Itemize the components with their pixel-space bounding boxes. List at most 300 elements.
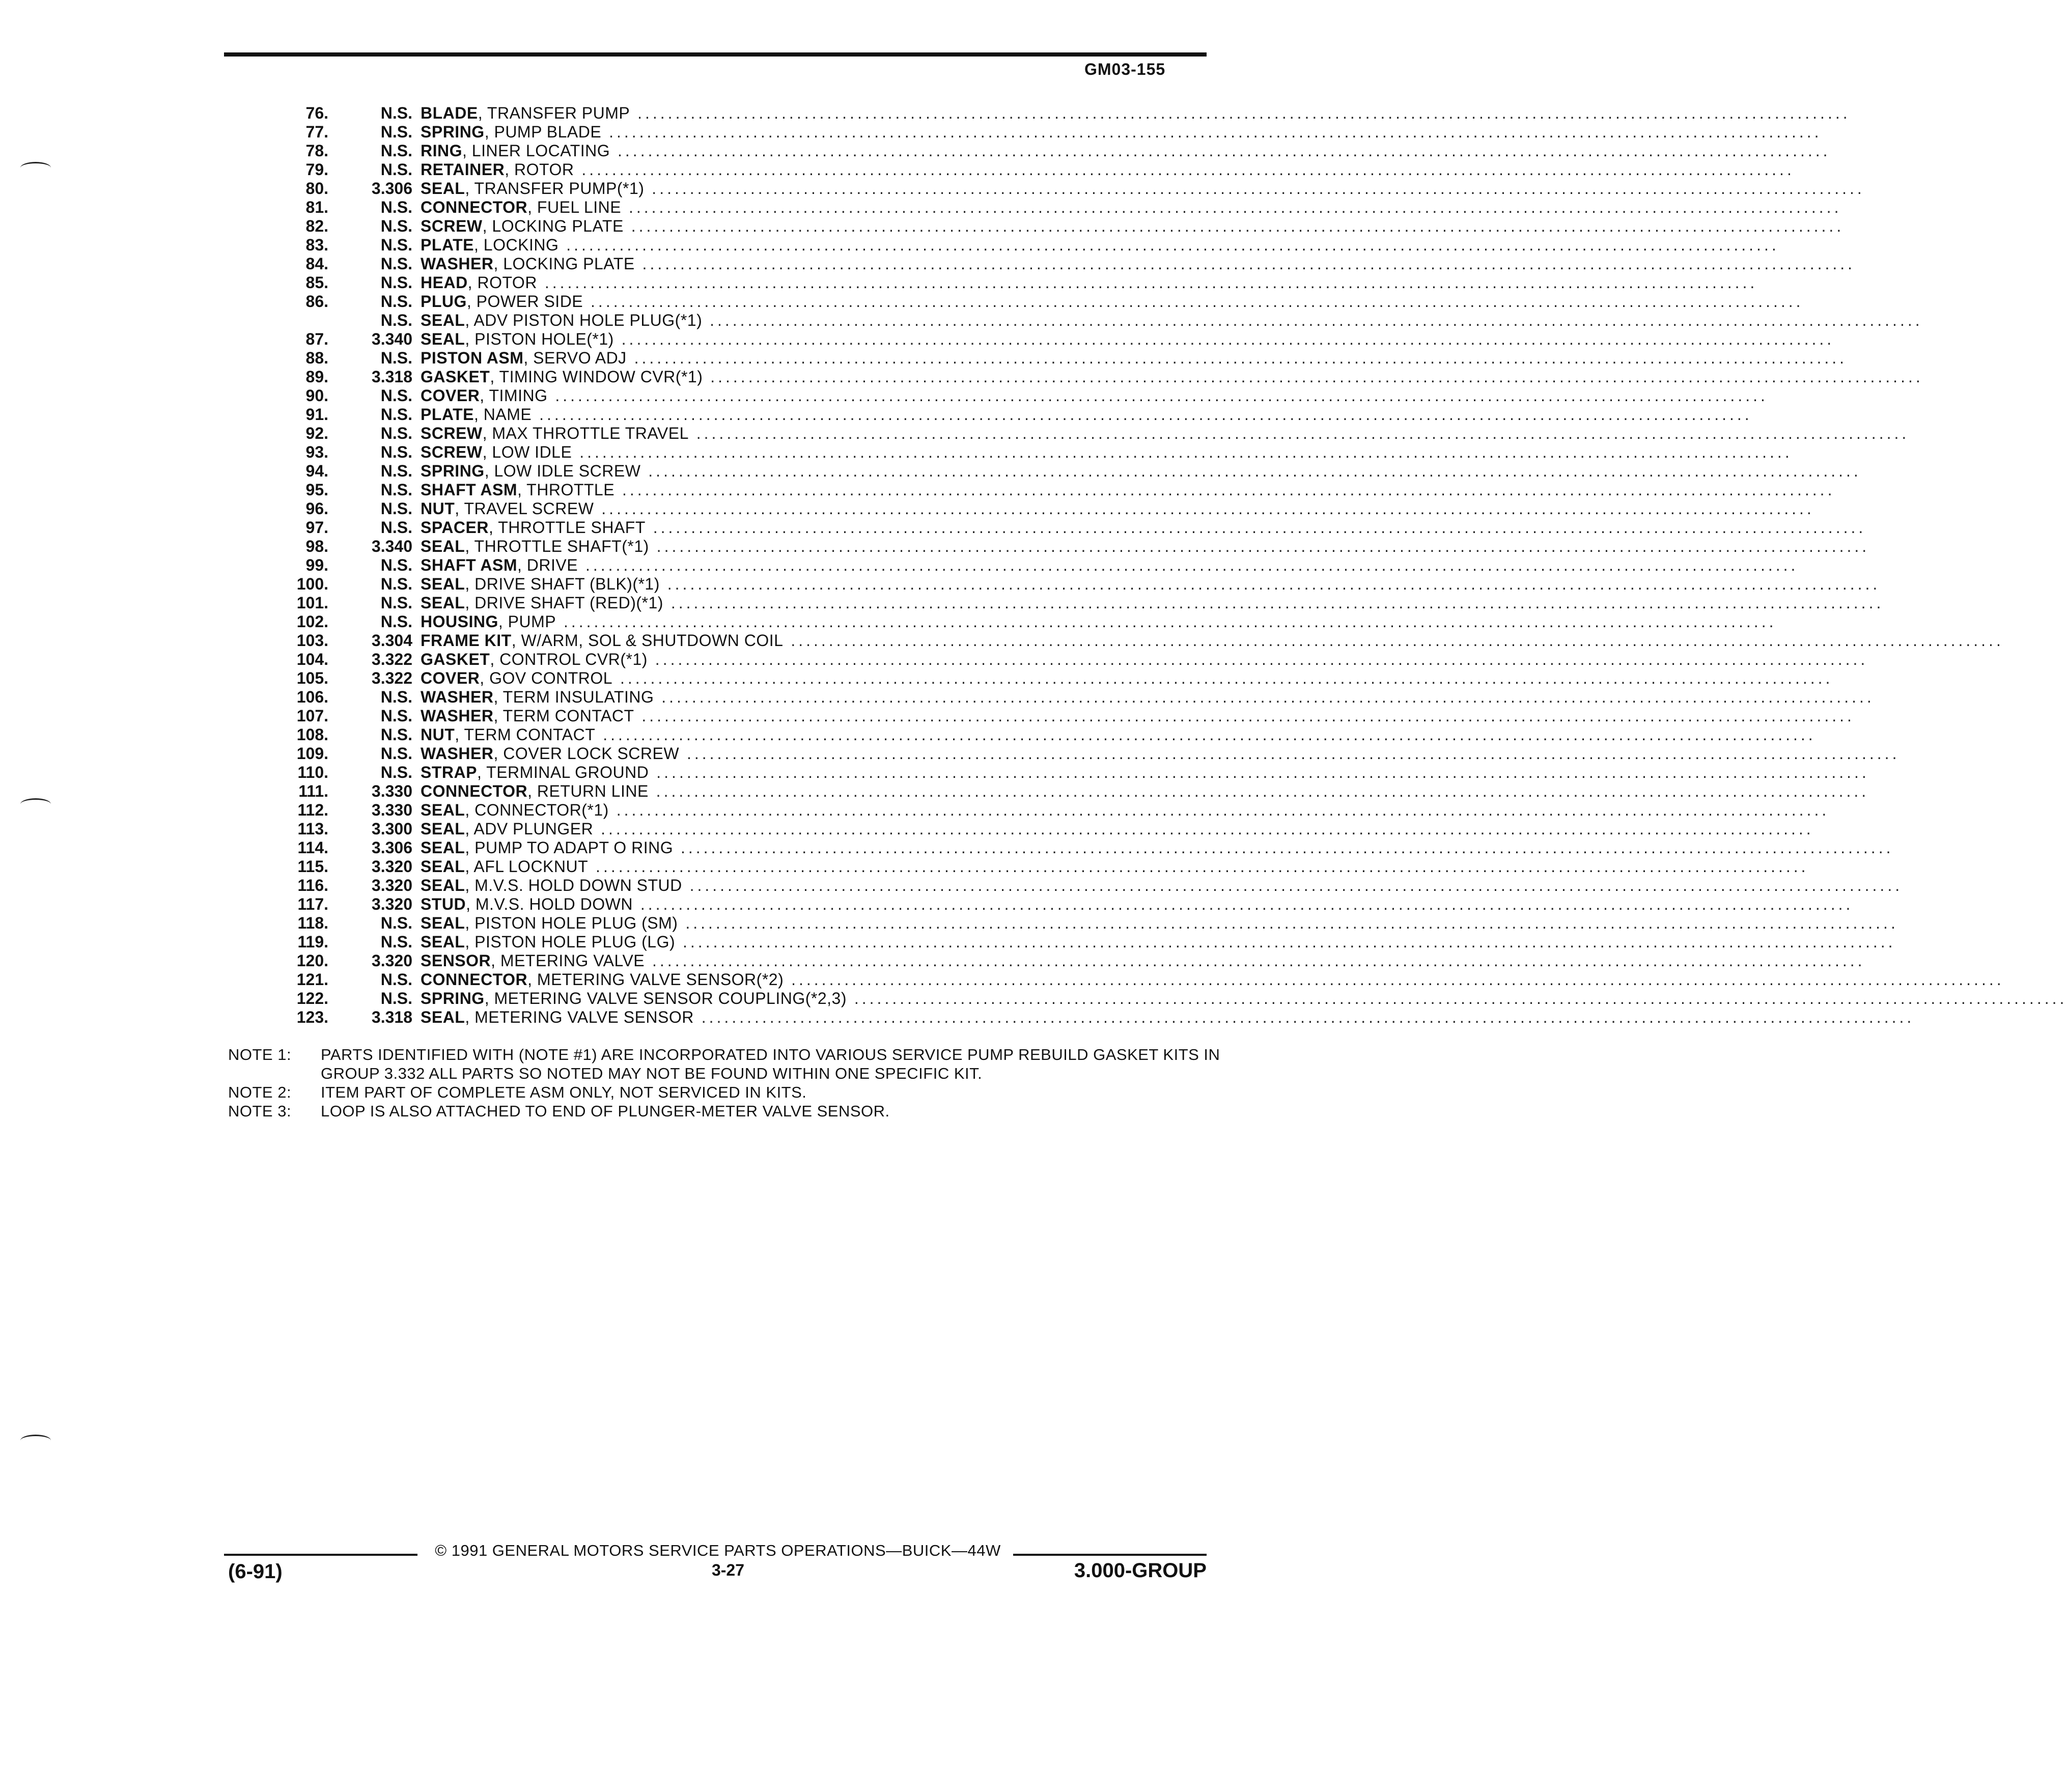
part-description [412, 217, 1844, 236]
item-number: 123. [296, 1008, 328, 1026]
part-row [234, 744, 1900, 763]
part-row [234, 386, 1768, 405]
part-name: SPRING [421, 462, 485, 480]
part-detail: , RETURN LINE [527, 782, 649, 800]
scan-mark [20, 798, 51, 810]
part-detail: , ROTOR [505, 160, 574, 179]
item-number: 111. [298, 782, 328, 800]
dot-leader: ................................................................................................................................................................ [679, 744, 1900, 763]
part-name: PLATE [421, 236, 474, 254]
part-description [412, 292, 1804, 311]
part-row [234, 405, 1752, 424]
part-detail: , PISTON HOLE PLUG (SM) [465, 914, 678, 932]
part-description [412, 594, 1884, 612]
part-name: BLADE [421, 104, 478, 122]
part-row [234, 198, 1842, 217]
part-row [234, 481, 1835, 499]
scan-mark [20, 162, 51, 174]
part-detail: , METERING VALVE [491, 951, 645, 970]
part-description [412, 744, 1900, 763]
item-number: 114. [297, 838, 328, 857]
item-number: 117. [297, 895, 328, 913]
group-number: N.S. [380, 914, 412, 932]
dot-leader: ................................................................................................................................................................ [583, 292, 1804, 311]
part-name: SPRING [421, 123, 485, 141]
group-label: 3.000-GROUP [1074, 1559, 1207, 1582]
item-number: 106. [296, 688, 328, 706]
dot-leader: ................................................................................................................................................................ [558, 236, 1779, 254]
part-row [234, 631, 2004, 650]
item-number: 87. [305, 330, 328, 348]
part-row [234, 801, 1830, 820]
part-description [412, 236, 1779, 255]
group-number: N.S. [380, 688, 412, 706]
dot-leader: ................................................................................................................................................................ [644, 179, 1865, 198]
part-row [234, 650, 1868, 669]
part-description [412, 556, 1798, 575]
group-number: N.S. [380, 104, 412, 122]
part-detail: , DRIVE [517, 556, 578, 574]
group-number: N.S. [380, 594, 412, 612]
dot-leader: ................................................................................................................................................................ [673, 838, 1894, 857]
part-detail: , ROTOR [467, 273, 537, 292]
part-description [412, 499, 1814, 518]
group-number: 3.320 [371, 951, 412, 970]
part-detail: , W/ARM, SOL & SHUTDOWN COIL [511, 631, 784, 650]
note-text: ITEM PART OF COMPLETE ASM ONLY, NOT SERVICED IN KITS. [321, 1083, 807, 1101]
part-detail: , MAX THROTTLE TRAVEL [482, 424, 689, 442]
item-number: 113. [297, 820, 328, 838]
item-number: 93. [305, 443, 328, 461]
dot-leader: ................................................................................................................................................................ [632, 895, 1854, 913]
note-label: NOTE 3: [228, 1102, 292, 1120]
document-id: GM03-155 [1084, 60, 1166, 78]
group-number: N.S. [380, 518, 412, 537]
group-number: N.S. [380, 349, 412, 367]
part-row [234, 669, 1833, 688]
part-detail: , PUMP TO ADAPT O RING [465, 838, 674, 857]
part-name: SCREW [421, 443, 483, 461]
item-number: 95. [305, 481, 328, 499]
part-name: SHAFT ASM [421, 481, 517, 499]
part-name: COVER [421, 386, 480, 405]
footer-rule-left [224, 1554, 417, 1556]
dot-leader: ................................................................................................................................................................ [682, 876, 1903, 894]
group-number: 3.330 [371, 782, 412, 800]
part-detail: , LOCKING PLATE [493, 255, 635, 273]
part-row [234, 160, 1795, 179]
dot-leader: ................................................................................................................................................................ [649, 763, 1869, 781]
part-name: SEAL [421, 820, 465, 838]
copyright-text: © 1991 GENERAL MOTORS SERVICE PARTS OPERATIONS—BUICK—44W [435, 1542, 1001, 1559]
item-number: 118. [297, 914, 328, 932]
dot-leader: ................................................................................................................................................................ [703, 368, 1923, 386]
part-detail: , COVER LOCK SCREW [493, 744, 680, 763]
part-name: SEAL [421, 311, 465, 329]
part-row [234, 330, 1835, 349]
top-rule [224, 52, 1207, 57]
part-name: RETAINER [421, 160, 505, 179]
revision-date: (6-91) [228, 1560, 283, 1583]
item-number: 86. [305, 292, 328, 311]
part-name: SENSOR [421, 951, 491, 970]
part-name: SCREW [421, 424, 483, 442]
part-detail: , CONNECTOR(*1) [465, 801, 609, 819]
dot-leader: ................................................................................................................................................................ [574, 160, 1795, 179]
note-text: PARTS IDENTIFIED WITH (NOTE #1) ARE INCORPORATED INTO VARIOUS SERVICE PUMP REBUILD GASKET KITS IN GROUP 3.332 ALL PARTS SO NOTED MAY NOT BE FOUND WITHIN ONE SPECIFIC KIT. [321, 1046, 1220, 1082]
part-name: CONNECTOR [421, 970, 528, 989]
part-name: PISTON ASM [421, 349, 524, 367]
part-description [412, 255, 1855, 273]
group-number: N.S. [380, 198, 412, 216]
group-number: N.S. [380, 142, 412, 160]
part-description [412, 518, 1866, 537]
item-number: 99. [305, 556, 328, 574]
dot-leader: ................................................................................................................................................................ [547, 386, 1768, 405]
part-name: SEAL [421, 179, 465, 198]
part-row [234, 217, 1845, 236]
part-name: COVER [421, 669, 480, 687]
part-row [234, 556, 1799, 575]
part-row [234, 537, 1870, 556]
part-description [412, 970, 2004, 989]
part-description [412, 820, 1814, 838]
group-number: 3.318 [371, 1008, 412, 1026]
item-number: 109. [296, 744, 328, 763]
part-description [412, 612, 1776, 631]
part-name: PLATE [421, 405, 474, 424]
group-number: N.S. [380, 160, 412, 179]
part-detail: , TRANSFER PUMP [478, 104, 630, 122]
note-label: NOTE 1: [228, 1046, 292, 1063]
note [228, 1045, 1226, 1083]
part-row [234, 838, 1894, 857]
group-number: N.S. [380, 575, 412, 593]
group-number: 3.322 [371, 650, 412, 668]
part-row [234, 349, 1848, 368]
item-number: 83. [305, 236, 328, 254]
item-number: 110. [297, 763, 328, 781]
item-number: 90. [305, 386, 328, 405]
part-description [412, 443, 1793, 462]
page-number: 3-27 [711, 1561, 745, 1579]
dot-leader: ................................................................................................................................................................ [784, 970, 2004, 989]
dot-leader: ................................................................................................................................................................ [623, 217, 1845, 235]
part-description [412, 386, 1768, 405]
item-number: 82. [305, 217, 328, 235]
item-number: 112. [297, 801, 328, 819]
part-detail: , NAME [474, 405, 532, 424]
part-row [234, 594, 1884, 612]
group-number: N.S. [380, 763, 412, 781]
item-number: 81. [305, 198, 328, 216]
dot-leader: ................................................................................................................................................................ [648, 782, 1869, 800]
part-name: SPACER [421, 518, 489, 537]
part-name: SEAL [421, 838, 465, 857]
part-detail: , METERING VALVE SENSOR(*2) [527, 970, 784, 989]
dot-leader: ................................................................................................................................................................ [593, 820, 1814, 838]
part-row [234, 820, 1814, 838]
group-number: N.S. [380, 989, 412, 1007]
part-description [412, 104, 1851, 123]
part-description [412, 857, 1809, 876]
part-description [412, 537, 1869, 556]
dot-leader: ................................................................................................................................................................ [640, 462, 1861, 480]
part-name: STUD [421, 895, 466, 913]
group-number: 3.300 [371, 820, 412, 838]
part-detail: , LOCKING PLATE [482, 217, 624, 235]
group-number: N.S. [380, 725, 412, 744]
part-detail: , SERVO ADJ [523, 349, 627, 367]
dot-leader: ................................................................................................................................................................ [572, 443, 1793, 461]
dot-leader: ................................................................................................................................................................ [678, 914, 1898, 932]
part-description [412, 782, 1869, 801]
part-row [234, 142, 1831, 160]
part-description [412, 763, 1869, 782]
part-detail: , METERING VALVE SENSOR [465, 1008, 694, 1026]
item-number: 80. [305, 179, 328, 198]
part-row [234, 311, 1923, 330]
item-number: 116. [297, 876, 328, 894]
part-row [234, 499, 1814, 518]
group-number: 3.306 [371, 838, 412, 857]
dot-leader: ................................................................................................................................................................ [610, 142, 1831, 160]
part-description [412, 1008, 1914, 1027]
part-description [412, 631, 2004, 650]
part-name: WASHER [421, 688, 494, 706]
part-description [412, 462, 1861, 481]
part-name: SEAL [421, 1008, 465, 1026]
item-number: 121. [296, 970, 328, 989]
part-description [412, 895, 1853, 914]
group-number: N.S. [380, 123, 412, 141]
part-row [234, 368, 1923, 386]
item-number: 103. [296, 631, 328, 650]
part-name: WASHER [421, 744, 494, 763]
note-text: LOOP IS ALSO ATTACHED TO END OF PLUNGER-METER VALVE SENSOR. [321, 1102, 890, 1120]
part-detail: , ADV PISTON HOLE PLUG(*1) [465, 311, 703, 329]
group-number: 3.322 [371, 669, 412, 687]
group-number: N.S. [380, 424, 412, 442]
part-detail: , PUMP [498, 612, 556, 631]
item-number: 91. [305, 405, 328, 424]
item-number: 76. [305, 104, 328, 122]
part-row [234, 462, 1861, 481]
part-name: WASHER [421, 707, 494, 725]
item-number: 102. [296, 612, 328, 631]
part-row [234, 707, 1855, 725]
part-row [234, 104, 1851, 123]
part-row [234, 612, 1777, 631]
dot-leader: ................................................................................................................................................................ [532, 405, 1752, 424]
part-detail: , TERMINAL GROUND [477, 763, 649, 781]
part-description [412, 838, 1893, 857]
item-number: 77. [305, 123, 328, 141]
note [228, 1083, 1226, 1102]
group-number: 3.318 [371, 368, 412, 386]
part-detail: , PISTON HOLE PLUG (LG) [465, 933, 676, 951]
item-number: 94. [305, 462, 328, 480]
part-row [234, 255, 1856, 273]
note [228, 1102, 1226, 1121]
group-number: N.S. [380, 744, 412, 763]
part-description [412, 142, 1831, 160]
note-label: NOTE 2: [228, 1083, 292, 1101]
part-name: NUT [421, 499, 455, 518]
item-number: 85. [305, 273, 328, 292]
dot-leader: ................................................................................................................................................................ [578, 556, 1799, 574]
dot-leader: ................................................................................................................................................................ [675, 933, 1896, 951]
part-detail: , THROTTLE SHAFT [488, 518, 646, 537]
dot-leader: ................................................................................................................................................................ [588, 857, 1809, 876]
item-number: 108. [296, 725, 328, 744]
group-number: 3.320 [371, 895, 412, 913]
part-detail: , LOW IDLE [482, 443, 572, 461]
part-row [234, 970, 2004, 989]
part-detail: , TIMING [480, 386, 548, 405]
item-number: 97. [305, 518, 328, 537]
group-number: N.S. [380, 405, 412, 424]
group-number: 3.320 [371, 876, 412, 894]
group-number: N.S. [380, 556, 412, 574]
part-description [412, 669, 1833, 688]
part-detail: , ADV PLUNGER [465, 820, 594, 838]
part-description [412, 575, 1880, 594]
footer-rule-right [1013, 1554, 1207, 1556]
dot-leader: ................................................................................................................................................................ [537, 273, 1758, 292]
dot-leader: ................................................................................................................................................................ [846, 989, 2067, 1007]
part-name: SCREW [421, 217, 483, 235]
part-detail: , TRANSFER PUMP(*1) [465, 179, 645, 198]
part-detail: , M.V.S. HOLD DOWN STUD [465, 876, 682, 894]
part-detail: , PISTON HOLE(*1) [465, 330, 614, 348]
group-number: 3.340 [371, 330, 412, 348]
part-name: SPRING [421, 989, 485, 1007]
part-row [234, 575, 1881, 594]
part-row [234, 688, 1875, 707]
part-name: SEAL [421, 914, 465, 932]
parts-list [234, 104, 2067, 1027]
part-row [234, 424, 1910, 443]
part-name: GASKET [421, 368, 490, 386]
part-description [412, 198, 1841, 217]
item-number: 88. [305, 349, 328, 367]
part-description [412, 914, 1898, 933]
part-name: SEAL [421, 594, 465, 612]
part-name: CONNECTOR [421, 782, 528, 800]
part-name: SEAL [421, 575, 465, 593]
part-description [412, 688, 1875, 707]
part-name: SEAL [421, 330, 465, 348]
part-name: WASHER [421, 255, 494, 273]
dot-leader: ................................................................................................................................................................ [614, 481, 1835, 499]
part-detail: , GOV CONTROL [480, 669, 613, 687]
part-row [234, 914, 1898, 933]
part-row [234, 782, 1869, 801]
part-description [412, 424, 1909, 443]
item-number: 115. [297, 857, 328, 876]
part-detail: , TERM INSULATING [493, 688, 654, 706]
part-row [234, 123, 1822, 142]
part-detail: , DRIVE SHAFT (RED)(*1) [465, 594, 663, 612]
part-description [412, 951, 1865, 970]
part-description [412, 801, 1829, 820]
item-number: 104. [296, 650, 328, 668]
part-row [234, 951, 1865, 970]
dot-leader: ................................................................................................................................................................ [595, 725, 1816, 744]
part-detail: , PUMP BLADE [484, 123, 602, 141]
dot-leader: ................................................................................................................................................................ [654, 688, 1875, 706]
dot-leader: ................................................................................................................................................................ [649, 537, 1870, 555]
dot-leader: ................................................................................................................................................................ [645, 951, 1865, 970]
group-number: N.S. [380, 443, 412, 461]
part-detail: , LINER LOCATING [462, 142, 610, 160]
part-name: RING [421, 142, 462, 160]
part-row [234, 443, 1793, 462]
item-number: 105. [296, 669, 328, 687]
group-number: 3.340 [371, 537, 412, 555]
item-number: 92. [305, 424, 328, 442]
part-description [412, 725, 1816, 744]
part-name: HEAD [421, 273, 468, 292]
part-detail: , AFL LOCKNUT [465, 857, 589, 876]
group-number: N.S. [380, 255, 412, 273]
part-detail: , LOCKING [474, 236, 559, 254]
part-detail: , METERING VALVE SENSOR COUPLING(*2,3) [484, 989, 847, 1007]
part-description [412, 349, 1847, 368]
group-number: N.S. [380, 481, 412, 499]
dot-leader: ................................................................................................................................................................ [626, 349, 1848, 367]
part-name: NUT [421, 725, 455, 744]
part-row [234, 179, 1865, 198]
part-row [234, 725, 1816, 744]
dot-leader: ................................................................................................................................................................ [645, 518, 1866, 537]
part-row [234, 876, 1903, 895]
notes-section [228, 1045, 1226, 1121]
part-row [234, 933, 1896, 951]
part-row [234, 989, 2067, 1008]
dot-leader: ................................................................................................................................................................ [688, 424, 1910, 442]
item-number: 107. [296, 707, 328, 725]
dot-leader: ................................................................................................................................................................ [693, 1008, 1915, 1026]
group-number: N.S. [380, 499, 412, 518]
part-name: HOUSING [421, 612, 498, 631]
part-row [234, 236, 1779, 255]
group-number: N.S. [380, 311, 412, 329]
dot-leader: ................................................................................................................................................................ [630, 104, 1851, 122]
part-detail: , POWER SIDE [466, 292, 583, 311]
part-name: PLUG [421, 292, 467, 311]
item-number: 96. [305, 499, 328, 518]
part-name: SEAL [421, 801, 465, 819]
dot-leader: ................................................................................................................................................................ [621, 198, 1842, 216]
part-row [234, 518, 1866, 537]
part-description [412, 368, 1923, 386]
part-detail: , THROTTLE [517, 481, 615, 499]
item-number: 100. [296, 575, 328, 593]
part-detail: , TRAVEL SCREW [455, 499, 594, 518]
dot-leader: ................................................................................................................................................................ [634, 707, 1855, 725]
part-detail: , FUEL LINE [527, 198, 622, 216]
part-description [412, 876, 1903, 895]
part-name: CONNECTOR [421, 198, 528, 216]
part-row [234, 1008, 1915, 1027]
part-description [412, 405, 1752, 424]
dot-leader: ................................................................................................................................................................ [612, 669, 1833, 687]
dot-leader: ................................................................................................................................................................ [663, 594, 1884, 612]
part-name: GASKET [421, 650, 490, 668]
dot-leader: ................................................................................................................................................................ [702, 311, 1923, 329]
